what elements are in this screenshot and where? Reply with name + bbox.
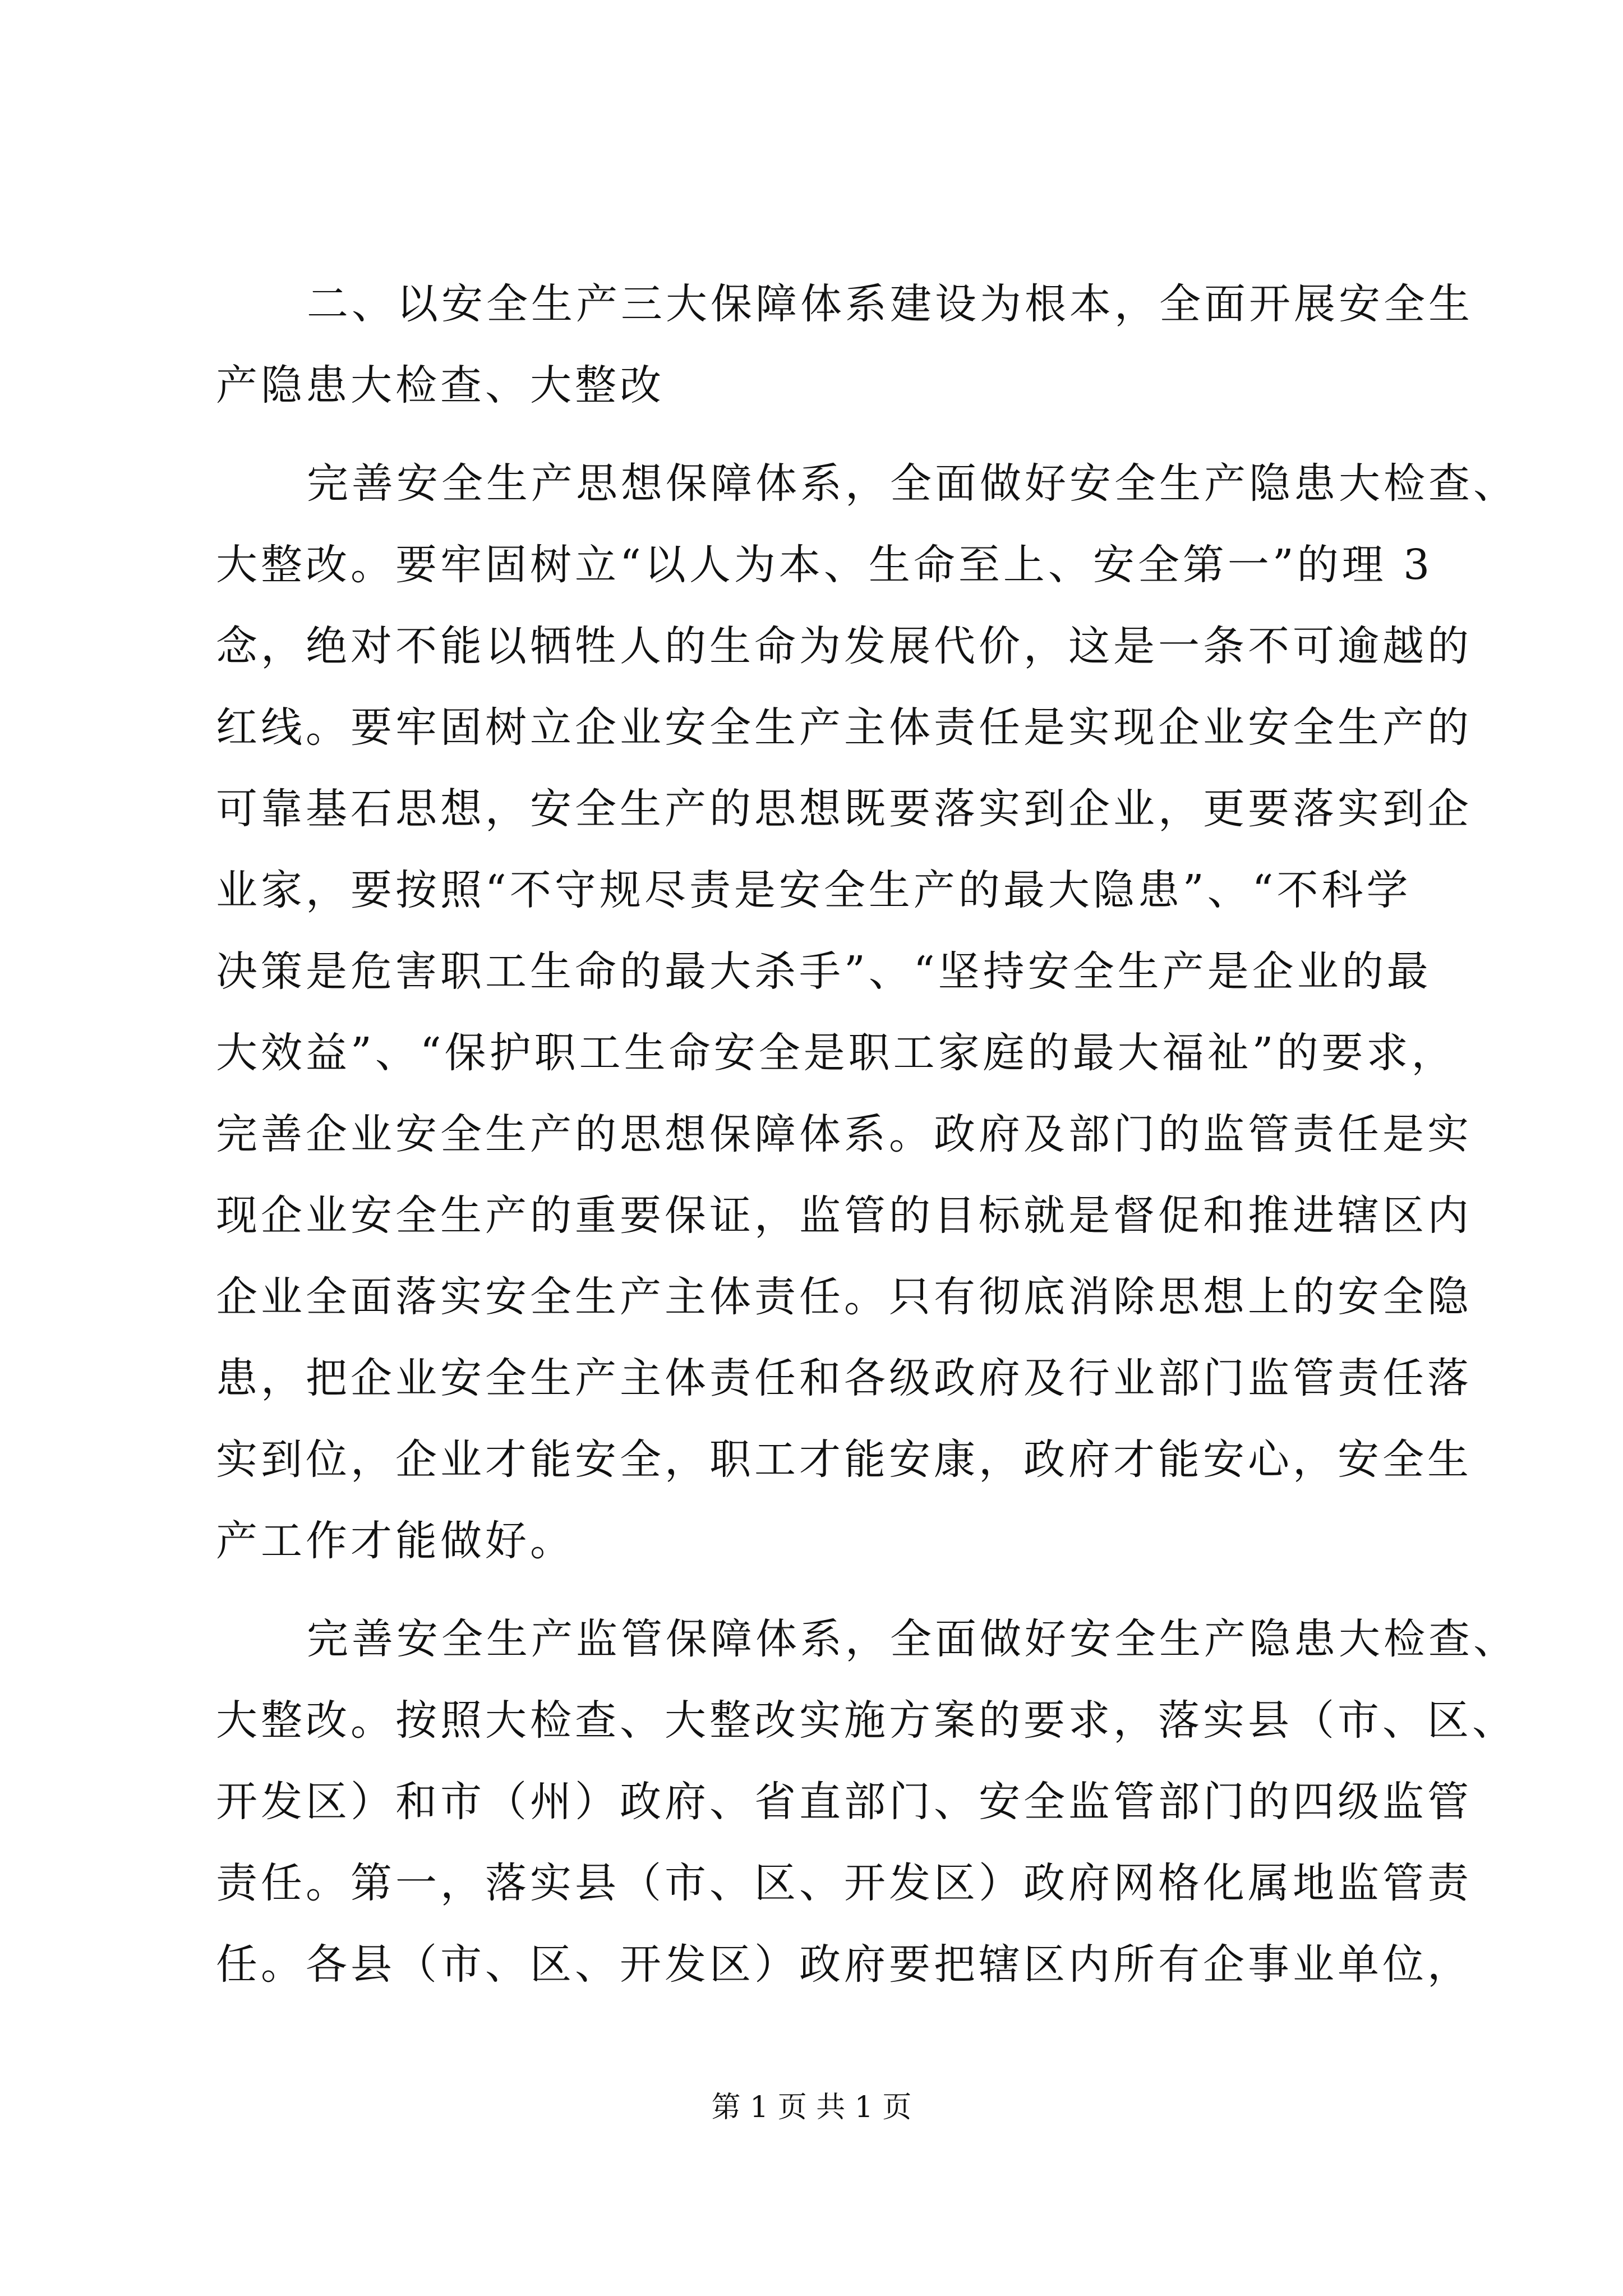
text-line: 企业全面落实安全生产主体责任。只有彻底消除思想上的安全隐 bbox=[216, 1273, 1472, 1321]
paragraph-thought-system bbox=[216, 443, 1518, 1582]
text-line: 开发区）和市（州）政府、省直部门、安全监管部门的四级监管 bbox=[216, 1778, 1472, 1826]
text-line: 红线。要牢固树立企业安全生产主体责任是实现企业安全生产的 bbox=[216, 703, 1472, 752]
paragraph-heading bbox=[216, 264, 1473, 426]
paragraph-supervision-system bbox=[216, 1599, 1518, 2005]
text-line: 责任。第一，落实县（市、区、开发区）政府网格化属地监管责 bbox=[216, 1859, 1472, 1907]
text-line: 大整改。按照大检查、大整改实施方案的要求，落实县（市、区、 bbox=[216, 1696, 1517, 1745]
text-line: 任。各县（市、区、开发区）政府要把辖区内所有企事业单位， bbox=[216, 1940, 1472, 1989]
text-line: 大整改。要牢固树立“以人为本、生命至上、安全第一”的理 3 bbox=[216, 541, 1433, 589]
text-line: 完善安全生产思想保障体系，全面做好安全生产隐患大检查、 bbox=[307, 459, 1518, 508]
text-line: 完善安全生产监管保障体系，全面做好安全生产隐患大检查、 bbox=[307, 1615, 1518, 1663]
text-line: 业家，要按照“不守规尽责是安全生产的最大隐患”、“不科学 bbox=[216, 866, 1412, 914]
text-line: 患，把企业安全生产主体责任和各级政府及行业部门监管责任落 bbox=[216, 1354, 1472, 1402]
text-line: 大效益”、“保护职工生命安全是职工家庭的最大福祉”的要求， bbox=[216, 1029, 1456, 1077]
text-line: 产隐患大检查、大整改 bbox=[216, 361, 665, 409]
text-line: 产工作才能做好。 bbox=[216, 1517, 575, 1565]
text-line: 实到位，企业才能安全，职工才能安康，政府才能安心，安全生 bbox=[216, 1435, 1472, 1484]
text-line: 完善企业安全生产的思想保障体系。政府及部门的监管责任是实 bbox=[216, 1110, 1472, 1158]
text-line: 可靠基石思想，安全生产的思想既要落实到企业，更要落实到企 bbox=[216, 785, 1472, 833]
text-line: 现企业安全生产的重要保证，监管的目标就是督促和推进辖区内 bbox=[216, 1191, 1472, 1240]
page-number-footer: 第 1 页 共 1 页 bbox=[711, 2091, 912, 2124]
paragraph-spacer bbox=[216, 426, 1450, 443]
paragraph-spacer bbox=[216, 1582, 1450, 1599]
text-line: 念，绝对不能以牺牲人的生命为发展代价，这是一条不可逾越的 bbox=[216, 622, 1472, 670]
document-body bbox=[216, 264, 1518, 2005]
text-line: 二、以安全生产三大保障体系建设为根本，全面开展安全生 bbox=[307, 280, 1473, 328]
text-line: 决策是危害职工生命的最大杀手”、“坚持安全生产是企业的最 bbox=[216, 947, 1432, 996]
